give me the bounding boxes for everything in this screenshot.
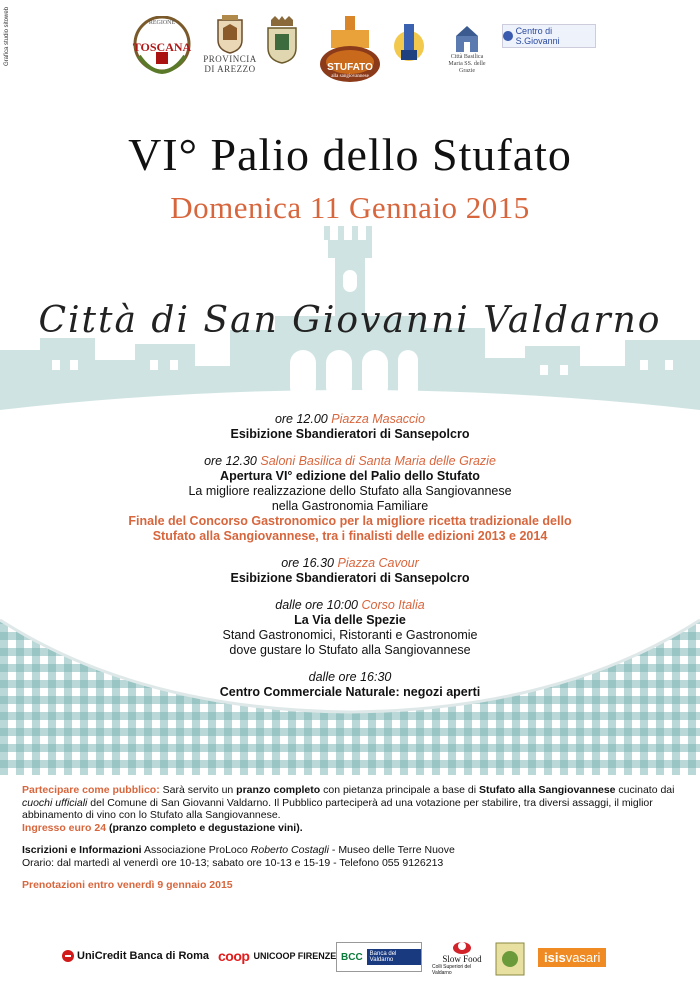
program-line: Esibizione Sbandieratori di Sansepolcro bbox=[230, 427, 470, 441]
program-place: Piazza Cavour bbox=[337, 556, 419, 570]
poster-title: VI° Palio dello Stufato bbox=[128, 129, 572, 180]
logo-provincia-line1: PROVINCIA bbox=[203, 54, 257, 64]
centro-dot-icon bbox=[503, 31, 513, 41]
program-line: dove gustare lo Stufato alla Sangiovannese bbox=[229, 643, 471, 657]
snail-icon bbox=[452, 938, 472, 954]
info-booking: Prenotazioni entro venerdì 9 gennaio 2015 bbox=[22, 879, 233, 891]
program-item bbox=[0, 454, 700, 544]
program bbox=[0, 412, 700, 712]
info-public bbox=[22, 784, 682, 834]
logo-centro bbox=[502, 24, 596, 48]
sponsor-coop bbox=[218, 948, 336, 964]
info-price: Ingresso euro 24 bbox=[22, 821, 107, 834]
emblem-icon bbox=[495, 942, 525, 976]
church-icon bbox=[450, 24, 484, 54]
program-line: La Via delle Spezie bbox=[294, 613, 406, 627]
logo-stufato-line2: alla sangiovannese bbox=[331, 74, 369, 79]
logo-centro-label: Centro di S.Giovanni bbox=[515, 26, 560, 46]
program-line: Esibizione Sbandieratori di Sansepolcro bbox=[230, 571, 470, 585]
logo-grazie-line2: Maria SS. delle Grazie bbox=[448, 61, 486, 74]
info-text: - Museo delle Terre Nuove bbox=[328, 844, 455, 856]
logo-grazie-line1: Città Basilica bbox=[450, 54, 484, 60]
program-line: Stand Gastronomici, Ristoranti e Gastronomie bbox=[222, 628, 478, 642]
program-line: nella Gastronomia Familiare bbox=[271, 499, 429, 513]
info-text: del Comune di San Giovanni Valdarno. Il Pubblico parteciperà ad una votazione per stabilire, tra diversi assaggi, il miglior abbinamento di vino con lo Stufato alla Sangiovannese. bbox=[22, 796, 653, 821]
program-item bbox=[0, 670, 700, 700]
program-place: Corso Italia bbox=[361, 598, 425, 612]
program-line: Stufato alla Sangiovannese, tra i finalisti delle edizioni 2013 e 2014 bbox=[152, 529, 548, 543]
event-date: Domenica 11 Gennaio 2015 bbox=[170, 190, 530, 225]
unicoop-label: UNICOOP FIRENZE bbox=[253, 951, 337, 961]
info-text: (pranzo completo e degustazione vini). bbox=[106, 821, 303, 834]
program-time: ore 12.30 bbox=[204, 454, 257, 468]
program-line: Apertura VI° edizione del Palio dello Stufato bbox=[220, 469, 480, 483]
info-contacts bbox=[22, 844, 682, 869]
sponsor-unicredit bbox=[62, 950, 209, 962]
vasari-label: vasari bbox=[565, 950, 601, 965]
info-text: Sarà servito un bbox=[159, 784, 237, 796]
info-text: Associazione ProLoco bbox=[141, 844, 251, 856]
program-line: Finale del Concorso Gastronomico per la migliore ricetta tradizionale dello bbox=[128, 514, 572, 528]
logo-toscana-top: REGIONE bbox=[148, 20, 176, 26]
program-place: Piazza Masaccio bbox=[331, 412, 426, 426]
program-item bbox=[0, 412, 700, 442]
sponsors-footer bbox=[0, 930, 700, 990]
program-place: Saloni Basilica di Santa Maria delle Grazie bbox=[260, 454, 496, 468]
logo-stufato bbox=[315, 16, 385, 84]
bcc-sub-label: Banca del Valdarno bbox=[367, 949, 421, 965]
logo-provincia-arezzo bbox=[200, 14, 260, 74]
logo-toscana-main: TOSCANA bbox=[132, 40, 192, 54]
isis-label: isis bbox=[544, 950, 566, 965]
logo-basilica bbox=[445, 24, 489, 75]
logo-provincia-line2: DI AREZZO bbox=[204, 64, 256, 74]
info-text: cuochi ufficiali bbox=[22, 796, 88, 809]
info-text: pranzo completo bbox=[236, 784, 321, 796]
bcc-label: BCC bbox=[341, 951, 363, 963]
logo-regione-toscana bbox=[128, 16, 196, 76]
program-time: ore 12.00 bbox=[274, 412, 328, 426]
logo-comune bbox=[262, 16, 302, 64]
side-note: Grafica studio sitoweb bbox=[4, 6, 10, 66]
logo-tower bbox=[392, 20, 426, 68]
program-line: La migliore realizzazione dello Stufato alla Sangiovannese bbox=[188, 484, 512, 498]
slowfood-sub-label: Colli Superiori del Valdarno bbox=[432, 964, 472, 976]
logo-stufato-line1: STUFATO bbox=[327, 62, 373, 73]
info-hours: Orario: dal martedì al venerdì ore 10-13; sabato ore 10-13 e 15-19 - Telefono 055 9126213 bbox=[22, 856, 444, 869]
crest-icon bbox=[216, 14, 244, 54]
program-time: dalle ore 10:00 bbox=[275, 598, 358, 612]
program-time: dalle ore 16:30 bbox=[308, 670, 392, 684]
info-text: Stufato alla Sangiovannese bbox=[478, 784, 616, 796]
info-text: cucinato dai bbox=[615, 784, 675, 796]
info-contacts-label: Iscrizioni e Informazioni bbox=[22, 844, 142, 856]
unicredit-icon bbox=[62, 950, 74, 962]
city-crest-icon bbox=[265, 16, 299, 64]
logos-header bbox=[0, 10, 700, 90]
info-text: Roberto Costagli bbox=[250, 844, 329, 856]
program-line: Centro Commerciale Naturale: negozi aperti bbox=[219, 685, 481, 699]
city-name: Città di San Giovanni Valdarno bbox=[38, 300, 662, 341]
program-time: ore 16.30 bbox=[281, 556, 335, 570]
info-public-label: Partecipare come pubblico: bbox=[22, 784, 160, 796]
program-item bbox=[0, 556, 700, 586]
info-section bbox=[22, 784, 682, 902]
program-item bbox=[0, 598, 700, 658]
tower-icon bbox=[393, 20, 425, 68]
sponsor-emblem bbox=[495, 942, 525, 976]
coop-label: coop bbox=[218, 948, 250, 964]
unicredit-label: UniCredit Banca di Roma bbox=[77, 950, 210, 962]
sponsor-isis-vasari bbox=[538, 948, 606, 967]
sponsor-bcc bbox=[336, 942, 422, 972]
slowfood-label: Slow Food bbox=[442, 954, 482, 964]
info-text: con pietanza principale a base di bbox=[320, 784, 479, 796]
sponsor-slowfood bbox=[432, 938, 492, 976]
